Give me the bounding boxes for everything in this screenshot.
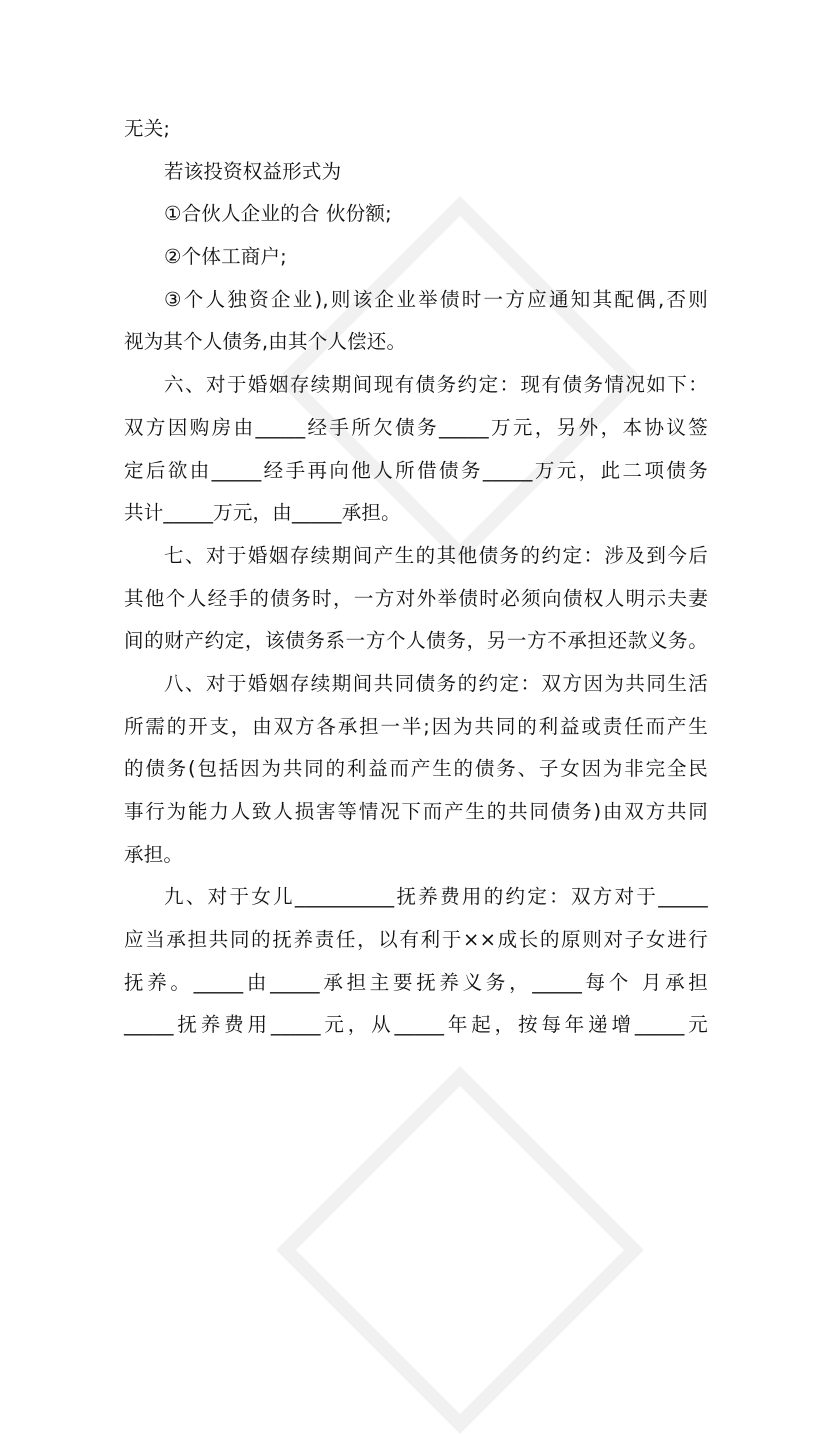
document-body [124,108,708,1047]
text-line: 定后欲由_____经手再向他人所借债务_____万元，此二项债务 [124,458,708,482]
watermark-logo [276,1066,644,1434]
section-6-heading: 六、对于婚姻存续期间现有债务约定：现有债务情况如下： [164,373,708,397]
text-line: 无关; [124,117,171,140]
text-line: 间的财产约定，该债务系一方个人债务，另一方不承担还款义务。 [124,629,708,653]
section-7-heading: 七、对于婚姻存续期间产生的其他债务的约定：涉及到今后 [164,543,708,567]
section-9-heading: 九、对于女儿__________抚养费用的约定：双方对于_____ [164,885,708,909]
text-line: _____抚养费用_____元，从_____年起，按每年递增_____元 [124,1013,708,1037]
text-line: 应当承担共同的抚养责任，以有利于××成长的原则对子女进行 [124,928,708,952]
section-8-heading: 八、对于婚姻存续期间共同债务的约定：双方因为共同生活 [164,671,708,695]
text-line: 事行为能力人致人损害等情况下而产生的共同债务)由双方共同 [124,800,708,823]
list-item-1: ①合伙人企业的合 伙份额; [164,202,392,226]
list-item-3: ③个人独资企业),则该企业举债时一方应通知其配偶,否则 [164,287,708,311]
list-item-2: ②个体工商户; [164,245,287,269]
text-line: 承担。 [124,842,184,866]
text-line: 若该投资权益形式为 [164,159,342,183]
text-line: 其他个人经手的债务时，一方对外举债时必须向债权人明示夫妻 [124,586,708,610]
text-line: 共计_____万元，由_____承担。 [124,501,401,525]
text-line: 视为其个人债务,由其个人偿还。 [124,330,407,354]
text-line: 双方因购房由_____经手所欠债务_____万元，另外，本协议签 [124,415,708,439]
text-line: 抚养。_____由_____承担主要抚养义务，_____每个 月承担 [124,970,708,994]
text-line: 的债务(包括因为共同的利益而产生的债务、子女因为非完全民 [124,757,708,781]
text-line: 所需的开支，由双方各承担一半;因为共同的利益或责任而产生 [124,714,708,738]
